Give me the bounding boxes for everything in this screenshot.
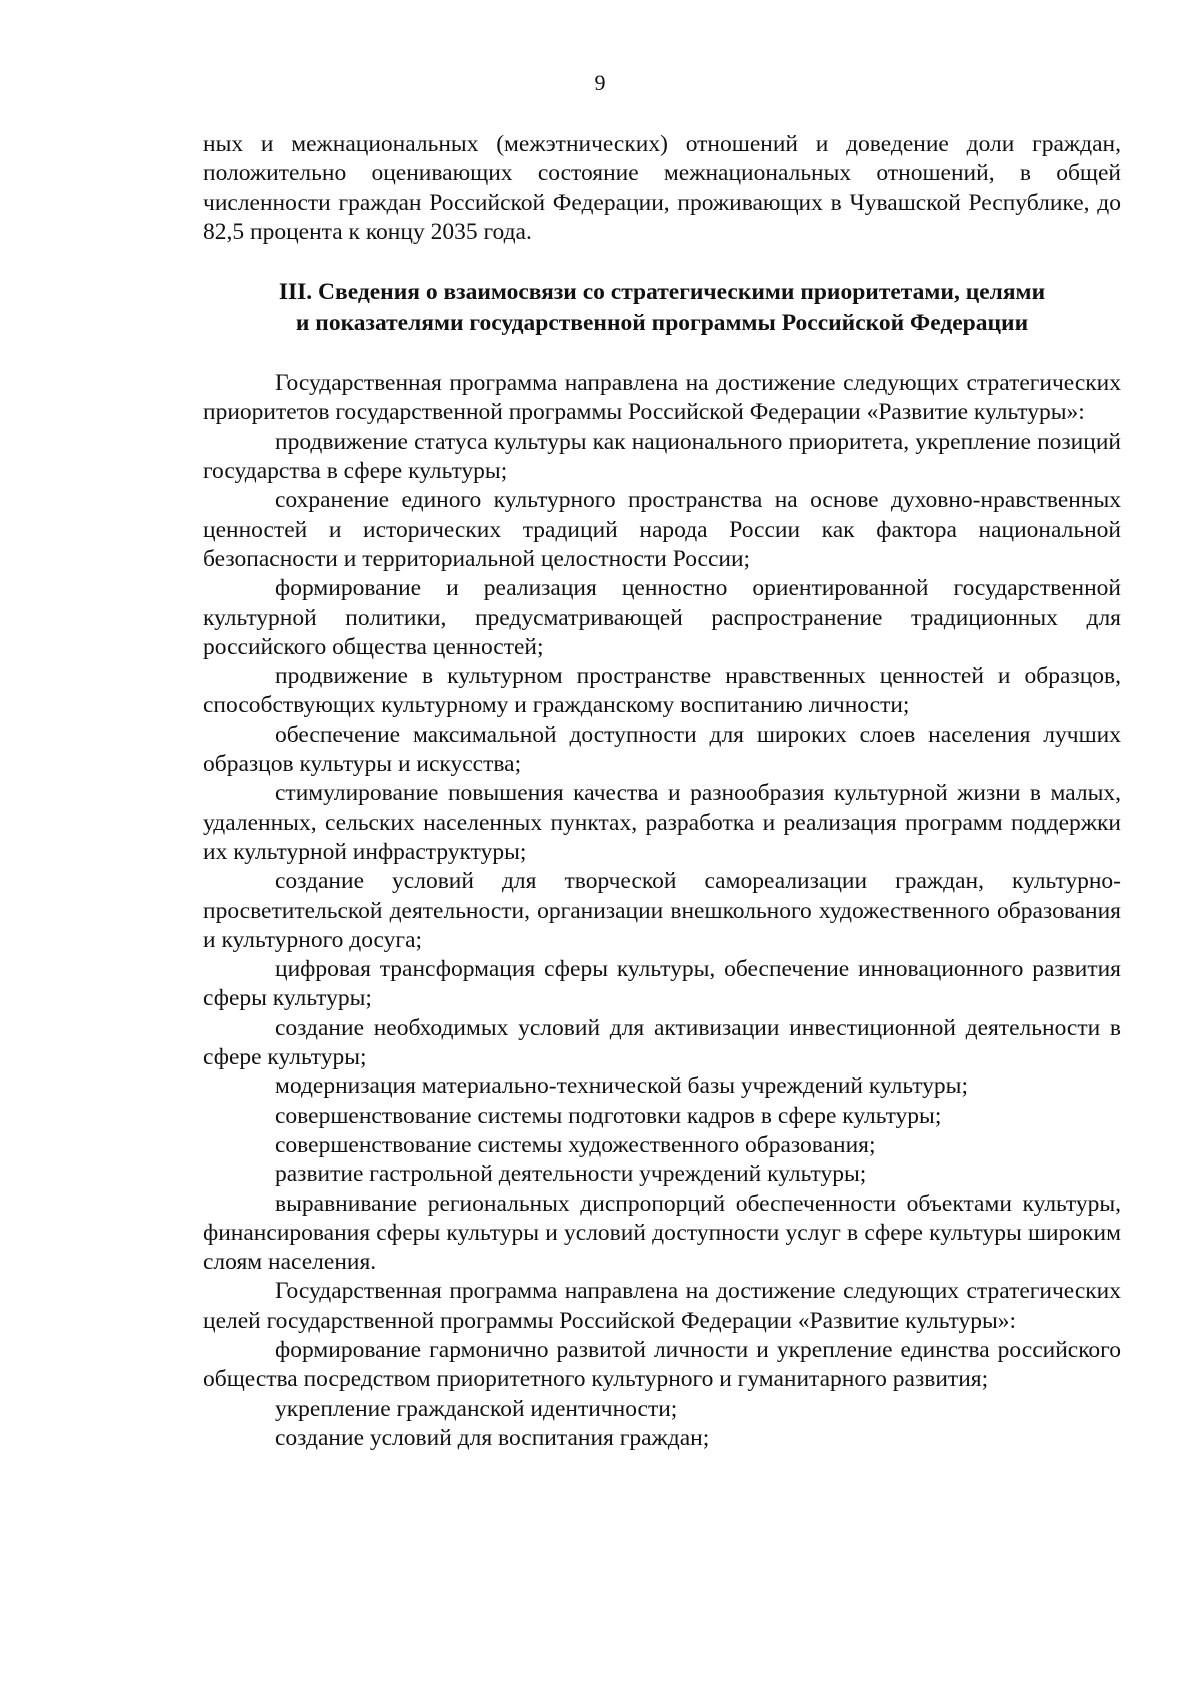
page-number: 9 xyxy=(594,70,606,95)
section-heading-line-2: и показателями государственной программы Российской Федерации xyxy=(295,310,1029,337)
section-heading xyxy=(203,277,1121,339)
document-body xyxy=(203,130,1121,1453)
list-item: создание условий для воспитания граждан; xyxy=(275,1424,710,1451)
intro-paragraph: ных и межнациональных (межэтнических) отношений и доведение доли граждан, положительно оценивающих состояние межнациональных отношений, в общей численности граждан Российской Федерации, проживающих в Чувашской Республике, до 82,5 процента к концу 2035 года. xyxy=(203,131,1121,245)
list-item: формирование и реализация ценностно ориентированной государственной культурной политики, предусматривающей распространение традиционных для российского общества ценностей; xyxy=(203,575,1121,660)
list-item: создание условий для творческой самореализации граждан, культурно-просветительской деятельности, организации внешкольного художественного образования и культурного досуга; xyxy=(203,868,1121,953)
list-item: цифровая трансформация сферы культуры, обеспечение инновационного развития сферы культуры; xyxy=(203,956,1121,1012)
list-item: обеспечение максимальной доступности для широких слоев населения лучших образцов культуры и искусства; xyxy=(203,721,1121,778)
list-item: стимулирование повышения качества и разнообразия культурной жизни в малых, удаленных, сельских населенных пунктах, разработка и реализация программ поддержки их культурной инфраструктуры; xyxy=(203,780,1121,865)
list-item: модернизация материально-технической базы учреждений культуры; xyxy=(275,1073,968,1100)
list-item: продвижение статуса культуры как национального приоритета, укрепление позиций государства в сфере культуры; xyxy=(203,428,1121,485)
section-heading-line-1: III. Сведения о взаимосвязи со стратегическими приоритетами, целями xyxy=(278,279,1046,306)
paragraph: Государственная программа направлена на достижение следующих стратегических приоритетов государственной программы Российской Федерации «Развитие культуры»: xyxy=(203,370,1121,426)
list-item: совершенствование системы подготовки кадров в сфере культуры; xyxy=(275,1102,942,1129)
list-item: совершенствование системы художественного образования; xyxy=(275,1131,876,1158)
list-item: формирование гармонично развитой личности и укрепление единства российского общества посредством приоритетного культурного и гуманитарного развития; xyxy=(203,1336,1121,1393)
list-item: выравнивание региональных диспропорций обеспеченности объектами культуры, финансирования сферы культуры и условий доступности услуг в сфере культуры широким слоям населения. xyxy=(203,1190,1121,1276)
list-item: развитие гастрольной деятельности учреждений культуры; xyxy=(275,1161,867,1188)
list-item: продвижение в культурном пространстве нравственных ценностей и образцов, способствующих культурному и гражданскому воспитанию личности; xyxy=(203,663,1121,719)
list-item: создание необходимых условий для активизации инвестиционной деятельности в сфере культуры; xyxy=(203,1014,1121,1071)
paragraph: Государственная программа направлена на достижение следующих стратегических целей государственной программы Российской Федерации «Развитие культуры»: xyxy=(203,1278,1121,1334)
list-item: укрепление гражданской идентичности; xyxy=(275,1395,678,1422)
list-item: сохранение единого культурного пространства на основе духовно-нравственных ценностей и исторических традиций народа России как фактора национальной безопасности и территориальной целостности России; xyxy=(203,487,1121,572)
